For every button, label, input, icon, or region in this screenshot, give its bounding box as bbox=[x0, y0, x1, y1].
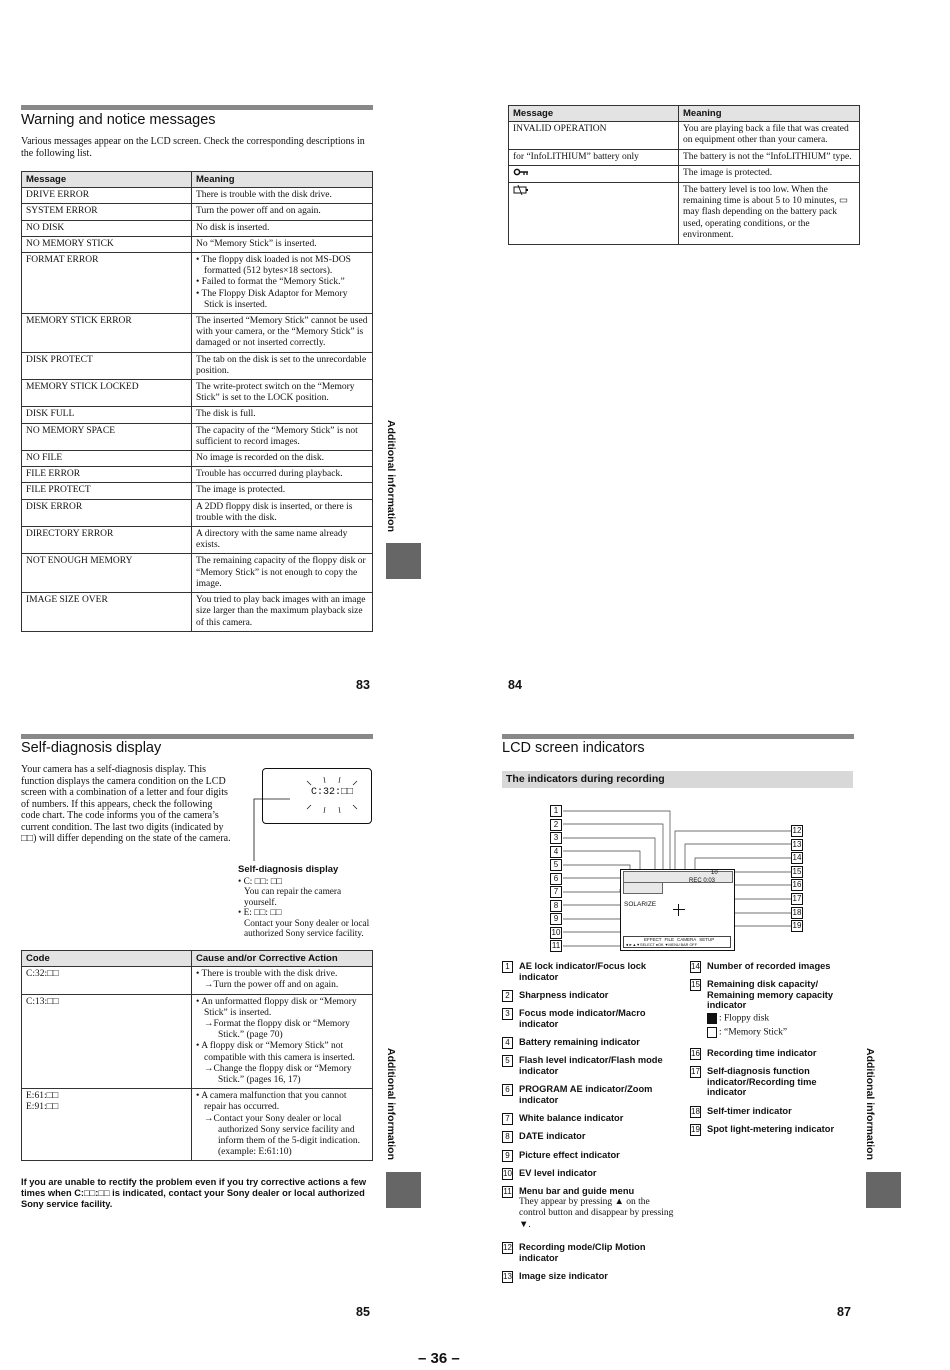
table-body bbox=[22, 188, 373, 632]
corrective-action: →Turn the power off and on again. bbox=[204, 980, 339, 991]
cause-bullet: • There is trouble with the disk drive. bbox=[196, 969, 338, 980]
intro-text: Your camera has a self-diagnosis display. This function displays the camera condition on the LCD screen with a combination of a letter and four digits of numbers. If this appears, check the following code chart. The code informs you of the camera’s current condition. The last two digits (indicated by □□) will differ depending on the state of the camera. bbox=[21, 764, 231, 844]
table-row bbox=[22, 188, 373, 204]
indicator-body bbox=[519, 1084, 677, 1105]
indicator-body bbox=[519, 1271, 608, 1283]
indicator-label: Battery remaining indicator bbox=[519, 1037, 640, 1047]
side-tab-label: Additional information bbox=[864, 1048, 876, 1160]
indicator-label: Remaining disk capacity/ Remaining memory capacity indicator bbox=[707, 979, 834, 1010]
indicator-subitem bbox=[707, 1013, 850, 1025]
meaning-text: Trouble has occurred during playback. bbox=[196, 469, 343, 480]
column-header: Code bbox=[22, 951, 192, 967]
column-header: Message bbox=[22, 172, 192, 188]
section-rule bbox=[502, 734, 854, 739]
table-row bbox=[22, 236, 373, 252]
meaning-cell bbox=[192, 188, 373, 204]
indicator-label: Sharpness indicator bbox=[519, 990, 609, 1000]
indicator-number: 15 bbox=[691, 980, 700, 989]
cause-bullet: • An unformatted floppy disk or “Memory Stick” is inserted. bbox=[196, 996, 357, 1018]
code-cell bbox=[22, 994, 192, 1089]
caption-item: • C: □□: □□ You can repair the camera yourself. bbox=[238, 877, 373, 909]
indicator-item bbox=[502, 1055, 677, 1076]
indicator-label: DATE indicator bbox=[519, 1131, 586, 1141]
indicator-number: 14 bbox=[691, 962, 700, 971]
action-cell bbox=[192, 994, 373, 1089]
indicator-label: Picture effect indicator bbox=[519, 1150, 620, 1160]
meaning-cell bbox=[192, 451, 373, 467]
callout-number: 7 bbox=[550, 886, 562, 898]
callout-number: 3 bbox=[550, 832, 562, 844]
meaning-cell bbox=[192, 593, 373, 632]
page-number: 83 bbox=[356, 678, 370, 692]
meaning-text: The capacity of the “Memory Stick” is not sufficient to record images. bbox=[196, 425, 358, 447]
callout-number: 16 bbox=[792, 880, 802, 890]
indicator-body bbox=[519, 1242, 677, 1263]
table-row bbox=[22, 994, 373, 1089]
menu-item-effect: EFFECT bbox=[644, 937, 662, 942]
bullet-list bbox=[196, 255, 368, 311]
menu-item-setup: SETUP bbox=[699, 937, 715, 942]
callout-number: 18 bbox=[792, 907, 802, 917]
indicator-item bbox=[690, 979, 850, 1039]
cause-text: There is trouble with the disk drive. bbox=[201, 969, 338, 980]
indicator-body bbox=[519, 1113, 623, 1125]
indicator-item bbox=[690, 1106, 850, 1118]
meaning-cell bbox=[192, 483, 373, 499]
meaning-text: The tab on the disk is set to the unrecordable position. bbox=[196, 354, 367, 376]
caption-code: E: □□: □□ bbox=[243, 908, 282, 918]
indicator-item bbox=[502, 1131, 677, 1143]
side-tab-marker bbox=[386, 543, 421, 579]
meaning-text: A 2DD floppy disk is inserted, or there is trouble with the disk. bbox=[196, 501, 353, 523]
indicator-number: 16 bbox=[691, 1049, 700, 1058]
table-row bbox=[22, 220, 373, 236]
indicator-number: 5 bbox=[502, 1055, 513, 1067]
message-cell: NOT ENOUGH MEMORY bbox=[22, 554, 192, 593]
corrective-action: →Format the floppy disk or “Memory Stick.” (page 70) bbox=[204, 1019, 350, 1041]
page-number: 85 bbox=[356, 1305, 370, 1319]
caption-item: • E: □□: □□ Contact your Sony dealer or local authorized Sony service facility. bbox=[238, 908, 373, 940]
indicator-number: 18 bbox=[691, 1107, 700, 1116]
section-rule bbox=[21, 105, 373, 110]
caption-text: You can repair the camera yourself. bbox=[244, 887, 342, 908]
meaning-cell bbox=[192, 407, 373, 423]
indicator-number: 9 bbox=[502, 1150, 513, 1162]
indicator-body bbox=[519, 1186, 677, 1231]
guide-menu-text: ◄►▲▼SELECT ●OK ▼MENU BAR OFF bbox=[625, 943, 698, 947]
meaning-text: There is trouble with the disk drive. bbox=[196, 190, 332, 201]
corrective-action: →Contact your Sony dealer or local authorized Sony service facility and inform them of the 5-digit indication. (example: E:61:10) bbox=[204, 1113, 360, 1158]
indicator-label: Focus mode indicator/Macro indicator bbox=[519, 1008, 646, 1029]
meaning-cell bbox=[192, 380, 373, 407]
table-row bbox=[509, 122, 860, 149]
message-cell: INVALID OPERATION bbox=[509, 122, 679, 149]
caption-title: Self-diagnosis display bbox=[238, 864, 339, 875]
indicator-number: 11 bbox=[503, 1187, 512, 1196]
indicator-label: PROGRAM AE indicator/Zoom indicator bbox=[519, 1084, 653, 1105]
column-header: Message bbox=[509, 106, 679, 122]
message-cell bbox=[509, 183, 679, 245]
meaning-cell bbox=[192, 554, 373, 593]
code-cell bbox=[22, 1089, 192, 1161]
indicator-item bbox=[690, 1066, 850, 1098]
callout-number: 17 bbox=[792, 894, 802, 903]
message-cell: DISK PROTECT bbox=[22, 352, 192, 379]
message-cell: NO MEMORY STICK bbox=[22, 236, 192, 252]
lcd-screen bbox=[620, 869, 735, 951]
meaning-cell bbox=[192, 423, 373, 450]
indicator-item bbox=[502, 1168, 677, 1180]
indicator-number: 7 bbox=[502, 1113, 513, 1125]
caption-code: C: □□: □□ bbox=[243, 876, 283, 887]
indicator-number: 3 bbox=[502, 1008, 513, 1020]
self-diagnosis-code-table bbox=[21, 950, 373, 1161]
side-tab-marker bbox=[866, 1172, 901, 1208]
indicator-note: They appear by pressing ▲ on the control button and disappear by pressing ▼. bbox=[519, 1196, 674, 1230]
spot-metering-crosshair-icon bbox=[673, 904, 685, 916]
table-row bbox=[22, 483, 373, 499]
subsection-title: The indicators during recording bbox=[506, 773, 665, 785]
intro-text: Various messages appear on the LCD screen. Check the corresponding descriptions in the following list. bbox=[21, 136, 365, 159]
indicator-body bbox=[519, 1008, 677, 1029]
meaning-text: The inserted “Memory Stick” cannot be used with your camera, or the “Memory Stick” is damaged or not inserted correctly. bbox=[196, 316, 368, 349]
table-row bbox=[22, 407, 373, 423]
image-count-text: 10 bbox=[711, 870, 718, 876]
meaning-cell bbox=[192, 236, 373, 252]
callout-number: 10 bbox=[551, 927, 561, 937]
callout-number: 11 bbox=[551, 941, 561, 950]
meaning-cell: The image is protected. bbox=[679, 165, 860, 182]
meaning-cell bbox=[192, 314, 373, 353]
indicator-number: 4 bbox=[502, 1037, 513, 1049]
error-code: C:13:□□ bbox=[26, 996, 59, 1007]
message-cell: MEMORY STICK LOCKED bbox=[22, 380, 192, 407]
cause-text: A floppy disk or “Memory Stick” not compatible with this camera is inserted. bbox=[201, 1041, 355, 1063]
lcd-indicator-diagram bbox=[545, 803, 807, 953]
indicator-label: Menu bar and guide menu bbox=[519, 1186, 635, 1196]
indicator-body bbox=[707, 979, 850, 1039]
indicator-item bbox=[502, 1037, 677, 1049]
indicator-item bbox=[502, 1113, 677, 1125]
table-row bbox=[22, 314, 373, 353]
battery-empty-icon bbox=[513, 185, 529, 195]
lcd-icons-row2 bbox=[623, 882, 663, 894]
meaning-text: You tried to play back images with an image size larger than the maximum playback size of this camera. bbox=[196, 595, 366, 628]
table-row bbox=[22, 451, 373, 467]
error-code: E:91:□□ bbox=[26, 1102, 59, 1113]
meaning-cell bbox=[192, 467, 373, 483]
indicator-label: Recording time indicator bbox=[707, 1048, 817, 1058]
meaning-text: The remaining capacity of the floppy disk or “Memory Stick” is not enough to copy the image. bbox=[196, 556, 366, 589]
callout-number: 13 bbox=[792, 839, 802, 849]
message-cell: NO FILE bbox=[22, 451, 192, 467]
indicator-number: 19 bbox=[691, 1125, 700, 1134]
meaning-text: No disk is inserted. bbox=[196, 222, 270, 233]
indicator-number: 6 bbox=[502, 1084, 513, 1096]
error-code: C:32:□□ bbox=[26, 969, 59, 980]
indicator-body bbox=[707, 1048, 817, 1060]
key-icon bbox=[513, 168, 529, 176]
indicator-label: Recording mode/Clip Motion indicator bbox=[519, 1242, 646, 1263]
callout-number: 9 bbox=[550, 913, 562, 925]
corrective-action: →Change the floppy disk or “Memory Stick.” (pages 16, 17) bbox=[204, 1063, 352, 1086]
table-row bbox=[22, 554, 373, 593]
indicator-body bbox=[519, 1131, 585, 1143]
indicator-label: AE lock indicator/Focus lock indicator bbox=[519, 961, 647, 982]
callout-number: 19 bbox=[792, 921, 802, 931]
meaning-cell bbox=[192, 527, 373, 554]
indicator-label: EV level indicator bbox=[519, 1168, 597, 1178]
indicator-item bbox=[502, 1150, 677, 1162]
menu-item-camera: CAMERA bbox=[677, 937, 697, 942]
table-row bbox=[22, 967, 373, 994]
message-cell: DISK ERROR bbox=[22, 499, 192, 526]
message-cell: FILE ERROR bbox=[22, 467, 192, 483]
callout-number: 15 bbox=[792, 866, 802, 876]
table-row bbox=[22, 1089, 373, 1161]
code-cell bbox=[22, 967, 192, 994]
message-cell: DRIVE ERROR bbox=[22, 188, 192, 204]
column-header: Cause and/or Corrective Action bbox=[192, 951, 373, 967]
action-cell bbox=[192, 967, 373, 994]
page-number: 87 bbox=[837, 1305, 851, 1319]
column-header: Meaning bbox=[192, 172, 373, 188]
recording-time-text: REC 0:03 bbox=[689, 878, 716, 884]
table-row bbox=[22, 253, 373, 314]
bullet-item: • Failed to format the “Memory Stick.” bbox=[196, 277, 345, 288]
callout-line bbox=[250, 795, 310, 865]
table-row bbox=[22, 352, 373, 379]
meaning-cell bbox=[192, 499, 373, 526]
callout-number: 2 bbox=[550, 819, 562, 831]
footer-page-number: – 36 – bbox=[418, 1350, 460, 1367]
caption-text: Contact your Sony dealer or local authorized Sony service facility. bbox=[244, 918, 370, 939]
column-header: Meaning bbox=[679, 106, 860, 122]
cause-text: A camera malfunction that you cannot repair has occurred. bbox=[201, 1091, 347, 1113]
callout-number: 5 bbox=[550, 859, 562, 871]
section-rule bbox=[21, 734, 373, 739]
table-row bbox=[22, 593, 373, 632]
self-diagnosis-caption bbox=[238, 865, 373, 940]
table-row bbox=[509, 149, 860, 165]
indicator-item bbox=[502, 1084, 677, 1105]
indicator-item bbox=[502, 1271, 677, 1283]
message-cell: NO MEMORY SPACE bbox=[22, 423, 192, 450]
side-tab-label: Additional information bbox=[385, 420, 397, 532]
cause-text: An unformatted floppy disk or “Memory Stick” is inserted. bbox=[201, 996, 357, 1018]
indicator-body bbox=[519, 1055, 677, 1076]
message-cell bbox=[509, 165, 679, 182]
callout-number: 12 bbox=[792, 826, 802, 835]
indicator-body bbox=[519, 1037, 640, 1049]
table-row bbox=[509, 165, 860, 182]
memory-stick-icon bbox=[707, 1027, 717, 1038]
section-title: Self-diagnosis display bbox=[21, 740, 162, 756]
action-text: Contact your Sony dealer or local authorized Sony service facility and inform them of the 5-digit indication. (example: E:61:10) bbox=[213, 1113, 360, 1158]
indicator-item bbox=[502, 990, 677, 1002]
meaning-text: Turn the power off and on again. bbox=[196, 206, 321, 217]
indicator-body bbox=[707, 1106, 792, 1118]
subitem-text: : Floppy disk bbox=[719, 1013, 770, 1024]
indicator-number: 1 bbox=[502, 961, 513, 973]
indicator-item bbox=[690, 1124, 850, 1136]
action-text: Turn the power off and on again. bbox=[213, 980, 339, 991]
indicator-number: 12 bbox=[503, 1243, 512, 1252]
action-text: Format the floppy disk or “Memory Stick.” (page 70) bbox=[213, 1019, 350, 1041]
indicator-label: Number of recorded images bbox=[707, 961, 831, 971]
indicator-item bbox=[690, 961, 850, 973]
meaning-text: No image is recorded on the disk. bbox=[196, 453, 324, 464]
table-row bbox=[22, 204, 373, 220]
indicator-number: 8 bbox=[502, 1131, 513, 1143]
indicator-number: 13 bbox=[503, 1272, 512, 1281]
meaning-text: No “Memory Stick” is inserted. bbox=[196, 238, 317, 249]
meaning-cell bbox=[192, 204, 373, 220]
message-cell: NO DISK bbox=[22, 220, 192, 236]
table-row bbox=[22, 423, 373, 450]
table-body bbox=[22, 967, 373, 1161]
section-title: Warning and notice messages bbox=[21, 112, 216, 128]
message-cell: DISK FULL bbox=[22, 407, 192, 423]
indicator-label: Self-timer indicator bbox=[707, 1106, 792, 1116]
indicator-item bbox=[502, 1186, 677, 1231]
indicator-label: Image size indicator bbox=[519, 1271, 608, 1281]
indicator-item bbox=[690, 1048, 850, 1060]
warning-messages-table-continued bbox=[508, 105, 860, 245]
indicator-body bbox=[707, 961, 830, 973]
meaning-text: A directory with the same name already exists. bbox=[196, 529, 348, 551]
message-cell: IMAGE SIZE OVER bbox=[22, 593, 192, 632]
meaning-cell bbox=[192, 253, 373, 314]
indicator-body bbox=[519, 961, 677, 982]
callout-number: 14 bbox=[792, 853, 802, 863]
callout-number: 8 bbox=[550, 900, 562, 912]
callout-number: 6 bbox=[550, 873, 562, 885]
indicator-body bbox=[519, 1168, 597, 1180]
bullet-item: • The Floppy Disk Adaptor for Memory Stick is inserted. bbox=[196, 288, 348, 310]
message-cell: FORMAT ERROR bbox=[22, 253, 192, 314]
indicator-item bbox=[502, 961, 677, 982]
side-tab-marker bbox=[386, 1172, 421, 1208]
indicator-number: 10 bbox=[503, 1169, 512, 1178]
lcd-code-text: C:32:□□ bbox=[311, 787, 354, 798]
meaning-cell: You are playing back a file that was created on equipment other than your camera. bbox=[679, 122, 860, 149]
cause-bullet: • A floppy disk or “Memory Stick” not compatible with this camera is inserted. bbox=[196, 1041, 355, 1063]
indicator-label: Flash level indicator/Flash mode indicator bbox=[519, 1055, 663, 1076]
solarize-text: SOLARIZE bbox=[624, 901, 657, 908]
flash-rays-icon bbox=[303, 775, 373, 815]
message-cell: MEMORY STICK ERROR bbox=[22, 314, 192, 353]
meaning-text: The write-protect switch on the “Memory Stick” is set to the LOCK position. bbox=[196, 382, 355, 404]
subsection-bar bbox=[502, 771, 853, 788]
indicator-body bbox=[707, 1066, 850, 1098]
meaning-cell bbox=[192, 352, 373, 379]
meaning-cell: The battery is not the “InfoLITHIUM” type. bbox=[679, 149, 860, 165]
meaning-text: The image is protected. bbox=[196, 485, 286, 496]
indicator-subitem bbox=[707, 1027, 850, 1039]
menu-item-file: FILE bbox=[664, 937, 675, 942]
indicator-item bbox=[502, 1008, 677, 1029]
cause-bullet: • A camera malfunction that you cannot repair has occurred. bbox=[196, 1091, 347, 1113]
page-number: 84 bbox=[508, 678, 522, 692]
indicator-label: White balance indicator bbox=[519, 1113, 624, 1123]
callout-number: 1 bbox=[550, 805, 562, 817]
table-row bbox=[509, 183, 860, 245]
indicator-body bbox=[707, 1124, 834, 1136]
message-cell: SYSTEM ERROR bbox=[22, 204, 192, 220]
indicator-label: Spot light-metering indicator bbox=[707, 1124, 835, 1134]
note-text: If you are unable to rectify the problem even if you try corrective actions a few times when C:□□:□□ is indicated, contact your Sony dealer or local authorized Sony service facility. bbox=[21, 1177, 367, 1209]
section-title: LCD screen indicators bbox=[502, 740, 645, 756]
meaning-text: The disk is full. bbox=[196, 409, 256, 420]
meaning-cell: The battery level is too low. When the remaining time is about 5 to 10 minutes, ▭ may flash depending on the battery pack used, operating conditions, or the environment. bbox=[679, 183, 860, 245]
table-row bbox=[22, 380, 373, 407]
meaning-cell bbox=[192, 220, 373, 236]
warning-messages-table bbox=[21, 171, 373, 632]
subitem-text: : “Memory Stick” bbox=[719, 1027, 788, 1038]
side-tab-label: Additional information bbox=[385, 1048, 397, 1160]
table-row bbox=[22, 527, 373, 554]
message-cell: for “InfoLITHIUM” battery only bbox=[509, 149, 679, 165]
table-row bbox=[22, 467, 373, 483]
indicator-body bbox=[519, 1150, 620, 1162]
indicator-label: Self-diagnosis function indicator/Recording time indicator bbox=[707, 1066, 817, 1097]
action-text: Change the floppy disk or “Memory Stick.” (pages 16, 17) bbox=[213, 1063, 352, 1086]
action-cell bbox=[192, 1089, 373, 1161]
indicator-body bbox=[519, 990, 608, 1002]
table-row bbox=[22, 499, 373, 526]
message-cell: FILE PROTECT bbox=[22, 483, 192, 499]
message-cell: DIRECTORY ERROR bbox=[22, 527, 192, 554]
floppy-disk-icon bbox=[707, 1013, 717, 1024]
indicator-number: 2 bbox=[502, 990, 513, 1002]
indicator-number: 17 bbox=[691, 1067, 700, 1076]
indicator-item bbox=[502, 1242, 677, 1263]
callout-number: 4 bbox=[550, 846, 562, 858]
error-code: E:61:□□ bbox=[26, 1091, 59, 1102]
bullet-item: • The floppy disk loaded is not MS-DOS formatted (512 bytes×18 sectors). bbox=[196, 255, 351, 277]
